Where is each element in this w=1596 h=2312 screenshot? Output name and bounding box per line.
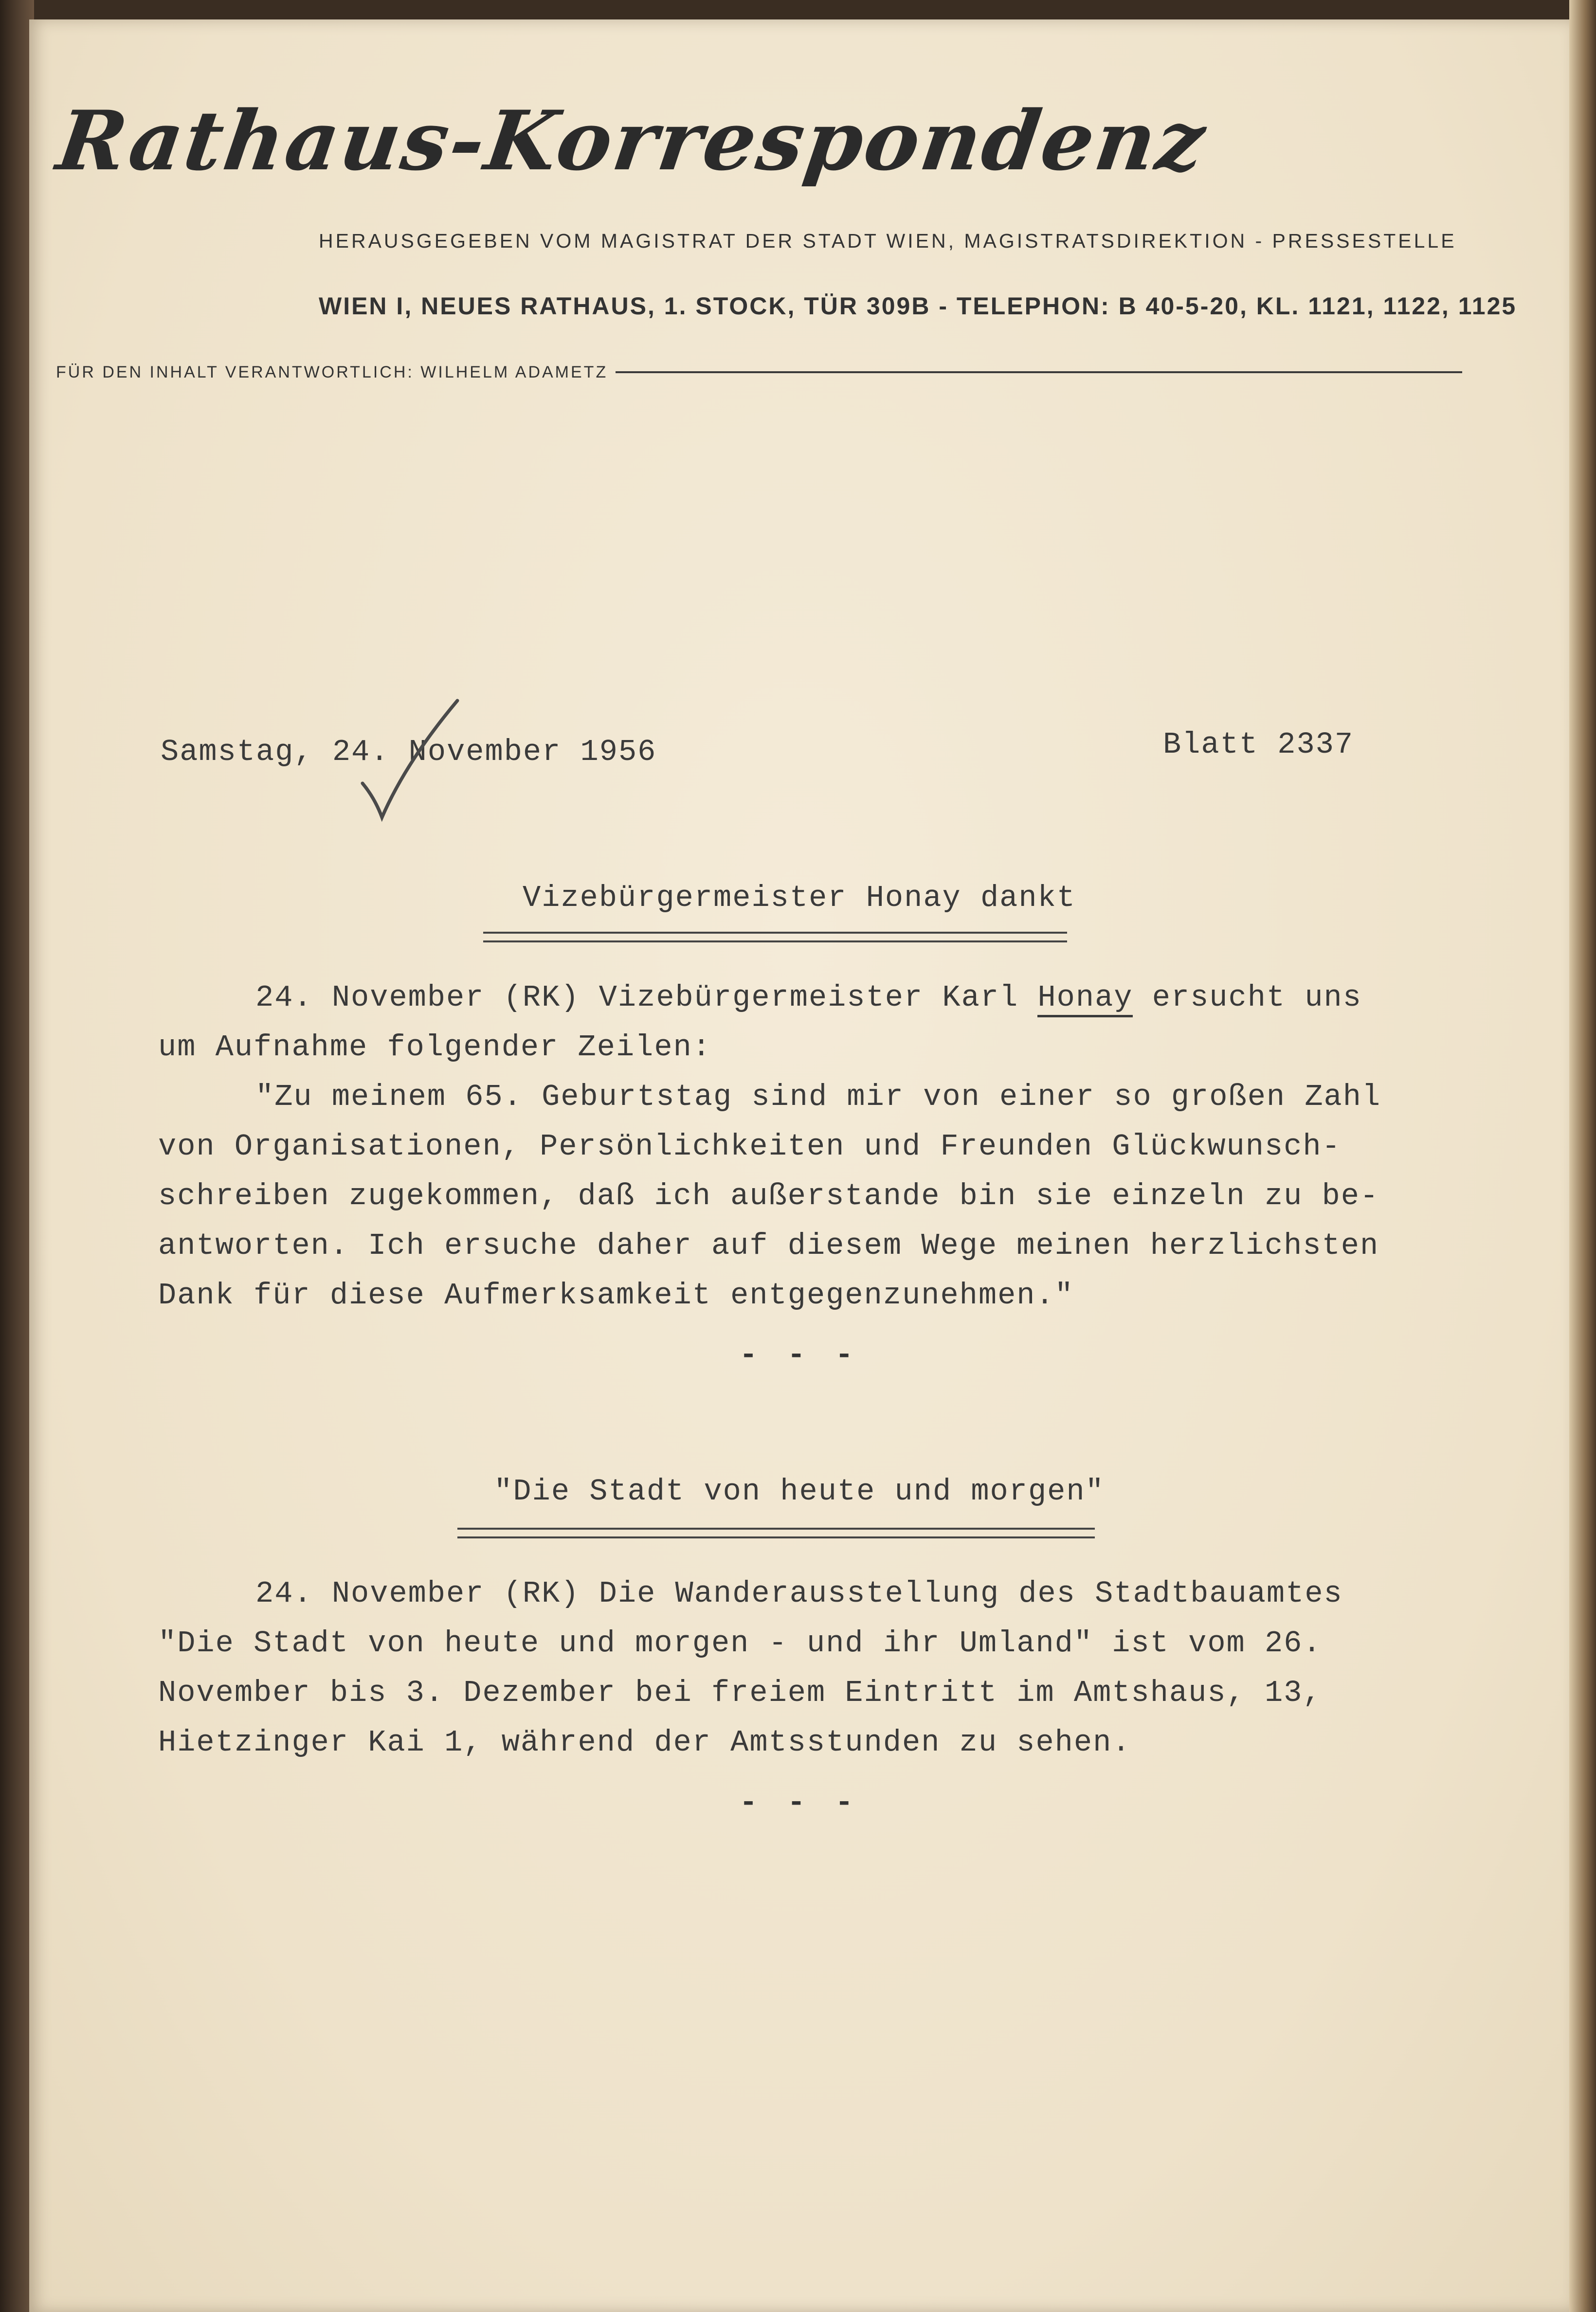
masthead-title: Rathaus-Korrespondenz — [52, 92, 1213, 189]
masthead-address-line: WIEN I, NEUES RATHAUS, 1. STOCK, TÜR 309B - TELEPHON: B 40-5-20, KL. 1121, 1122, 1125 — [319, 292, 1517, 320]
article-separator: - - - — [739, 1338, 859, 1373]
body-line: 24. November (RK) Die Wanderausstellung des Stadtbauamtes — [255, 1576, 1343, 1611]
article-body — [158, 1569, 1521, 1768]
body-line: um Aufnahme folgender Zeilen: — [158, 1030, 711, 1065]
article-body — [158, 973, 1521, 1320]
body-line: "Die Stadt von heute und morgen - und ihr Umland" ist vom 26. — [158, 1626, 1322, 1661]
body-line: schreiben zugekommen, daß ich außerstande bin sie einzeln zu be- — [158, 1179, 1379, 1213]
checkmark-icon — [353, 698, 465, 825]
body-line: Hietzinger Kai 1, während der Amtsstunden zu sehen. — [158, 1725, 1131, 1760]
masthead-publisher-line: HERAUSGEGEBEN VOM MAGISTRAT DER STADT WIEN, MAGISTRATSDIREKTION - PRESSESTELLE — [319, 230, 1457, 252]
body-line: von Organisationen, Persönlichkeiten und Freunden Glückwunsch- — [158, 1129, 1341, 1164]
headline-double-underline — [483, 932, 1067, 942]
headline-double-underline — [457, 1528, 1095, 1538]
body-line: antworten. Ich ersuche daher auf diesem Wege meinen herzlichsten — [158, 1228, 1379, 1263]
page-edge — [1569, 0, 1596, 2312]
underlined-name: Honay — [1037, 980, 1133, 1017]
document-page — [29, 19, 1569, 2312]
article-headline: Vizebürgermeister Honay dankt — [523, 881, 1076, 915]
masthead-responsible-row — [56, 360, 1462, 384]
body-line: "Zu meinem 65. Geburtstag sind mir von einer so großen Zahl — [255, 1080, 1381, 1114]
article-headline: "Die Stadt von heute und morgen" — [494, 1474, 1105, 1509]
body-line: Dank für diese Aufmerksamkeit entgegenzunehmen." — [158, 1278, 1074, 1313]
masthead-responsible-line: FÜR DEN INHALT VERANTWORTLICH: WILHELM ADAMETZ — [56, 362, 608, 381]
masthead-rule — [616, 371, 1462, 373]
body-line: November bis 3. Dezember bei freiem Eintritt im Amtshaus, 13, — [158, 1676, 1322, 1710]
body-line: 24. November (RK) Vizebürgermeister Karl Honay ersucht uns — [158, 973, 1521, 1023]
article-separator: - - - — [739, 1786, 859, 1820]
sheet-number: Blatt 2337 — [1163, 727, 1354, 762]
dateline: Samstag, 24. November 1956 — [161, 735, 657, 769]
